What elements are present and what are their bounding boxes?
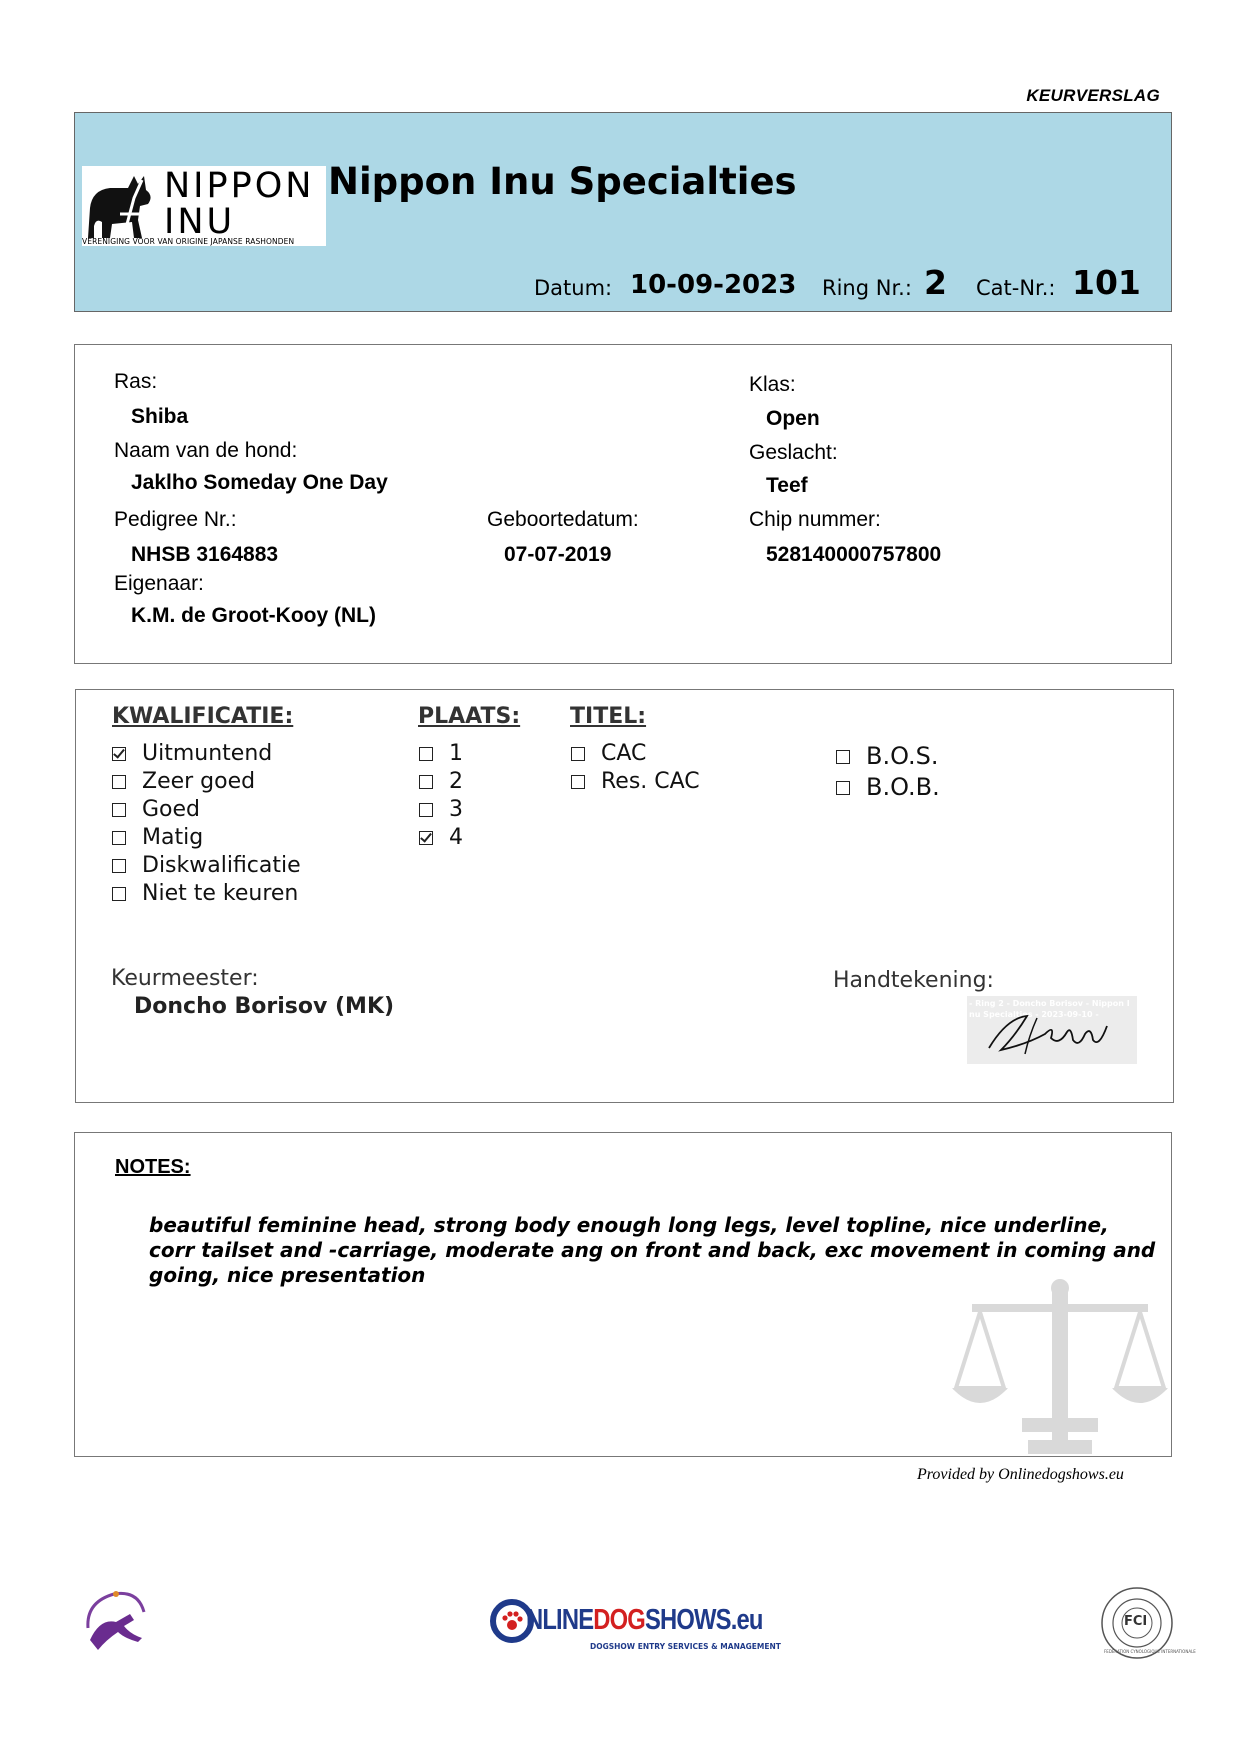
titel-option[interactable]	[571, 768, 700, 796]
leaping-dog-logo-icon	[80, 1588, 148, 1654]
signature	[967, 996, 1137, 1064]
klas-label: Klas:	[749, 373, 796, 396]
notes-text: beautiful feminine head, strong body enough long legs, level topline, nice underline, corr tailset and -carriage, moderate ang on front and back, exc movement in coming and going, nice presentation	[149, 1213, 1156, 1287]
option-label: CAC	[601, 741, 647, 766]
option-label: 2	[449, 769, 463, 794]
ras-value: Shiba	[131, 405, 189, 428]
datum-label: Datum:	[534, 276, 613, 300]
checkbox[interactable]	[112, 747, 126, 761]
option-label: Zeer goed	[142, 769, 256, 794]
option-label: Res. CAC	[601, 769, 700, 794]
option-label: 4	[449, 825, 463, 850]
kwalificatie-option[interactable]	[112, 824, 301, 852]
ring-value: 2	[924, 263, 947, 302]
option-label: Uitmuntend	[142, 741, 273, 766]
plaats-option[interactable]	[419, 824, 463, 852]
kwalificatie-option[interactable]	[112, 852, 301, 880]
option-label: Matig	[142, 825, 204, 850]
kwalificatie-option[interactable]	[112, 796, 301, 824]
signature-scribble-icon	[967, 996, 1137, 1064]
kwalificatie-heading: KWALIFICATIE:	[112, 704, 294, 729]
geslacht-label: Geslacht:	[749, 441, 838, 464]
document-type-label: KEURVERSLAG	[1026, 86, 1160, 105]
extra-option[interactable]	[836, 741, 940, 772]
scales-of-justice-icon	[952, 1278, 1172, 1456]
eigenaar-value: K.M. de Groot-Kooy (NL)	[131, 604, 376, 627]
titel-option[interactable]	[571, 740, 700, 768]
geboortedatum-label: Geboortedatum:	[487, 508, 639, 531]
logo-subtitle: VERENIGING VOOR VAN ORIGINE JAPANSE RASHONDEN	[82, 237, 295, 246]
cat-label: Cat-Nr.:	[976, 276, 1056, 300]
fci-text: FCI	[1124, 1614, 1148, 1629]
logo-wordmark-line2: INU	[164, 202, 236, 242]
option-label: 1	[449, 741, 463, 766]
signature-watermark: - Ring 2 - Doncho Borisov - Nippon Inu Specialties - 2023-09-10 -	[969, 999, 1130, 1019]
cat-value: 101	[1072, 263, 1141, 302]
plaats-heading: PLAATS:	[418, 704, 521, 729]
kwalificatie-option[interactable]	[112, 880, 301, 908]
chip-label: Chip nummer:	[749, 508, 881, 531]
option-label: Niet te keuren	[142, 881, 299, 906]
option-label: Goed	[142, 797, 201, 822]
notes-heading: NOTES:	[115, 1156, 191, 1178]
checkbox[interactable]	[571, 775, 585, 789]
naam-value: Jaklho Someday One Day	[131, 471, 388, 494]
ras-label: Ras:	[114, 370, 158, 393]
logo-wordmark-line1: NIPPON	[164, 166, 315, 206]
dog-silhouette-icon	[82, 168, 162, 240]
plaats-list	[419, 740, 463, 852]
plaats-option[interactable]	[419, 768, 463, 796]
checkbox[interactable]	[419, 747, 433, 761]
fci-ring-text: FEDERATION CYNOLOGIQUE INTERNATIONALE	[1104, 1649, 1196, 1654]
checkbox[interactable]	[571, 747, 585, 761]
plaats-option[interactable]	[419, 740, 463, 768]
extra-option[interactable]	[836, 772, 940, 803]
option-label: B.O.B.	[866, 773, 940, 801]
checkbox[interactable]	[419, 831, 433, 845]
checkbox[interactable]	[419, 803, 433, 817]
brand-part-online: NLINE	[526, 1604, 594, 1636]
checkbox[interactable]	[112, 859, 126, 873]
checkbox[interactable]	[836, 781, 850, 795]
geboortedatum-value: 07-07-2019	[504, 543, 612, 566]
pedigree-label: Pedigree Nr.:	[114, 508, 237, 531]
checkbox[interactable]	[112, 887, 126, 901]
onlinedogshows-logo	[490, 1598, 781, 1660]
keurmeester-label: Keurmeester:	[111, 966, 259, 991]
pedigree-value: NHSB 3164883	[131, 543, 279, 566]
geslacht-value: Teef	[766, 474, 808, 497]
checkbox[interactable]	[419, 775, 433, 789]
brand-tagline: DOGSHOW ENTRY SERVICES & MANAGEMENT	[590, 1642, 781, 1651]
fci-logo	[1099, 1585, 1196, 1661]
option-label: 3	[449, 797, 463, 822]
brand-wordmark	[526, 1604, 763, 1637]
ring-label: Ring Nr.:	[822, 276, 912, 300]
kwalificatie-list	[112, 740, 301, 908]
provided-by: Provided by Onlinedogshows.eu	[917, 1466, 1124, 1483]
checkbox[interactable]	[112, 803, 126, 817]
datum-value: 10-09-2023	[630, 270, 797, 300]
brand-part-shows: SHOWS	[644, 1604, 731, 1636]
titel-heading: TITEL:	[570, 704, 647, 729]
eigenaar-label: Eigenaar:	[114, 572, 204, 595]
checkbox[interactable]	[836, 750, 850, 764]
club-logo	[82, 166, 326, 246]
klas-value: Open	[766, 407, 820, 430]
titel-list	[571, 740, 700, 796]
handtekening-label: Handtekening:	[833, 968, 994, 993]
kwalificatie-option[interactable]	[112, 740, 301, 768]
keurmeester-value: Doncho Borisov (MK)	[134, 994, 395, 1019]
brand-part-eu: .eu	[730, 1604, 763, 1636]
extra-title-list	[836, 741, 940, 803]
naam-label: Naam van de hond:	[114, 439, 298, 462]
option-label: Diskwalificatie	[142, 853, 301, 878]
checkbox[interactable]	[112, 831, 126, 845]
checkbox[interactable]	[112, 775, 126, 789]
plaats-option[interactable]	[419, 796, 463, 824]
option-label: B.O.S.	[866, 742, 939, 770]
kwalificatie-option[interactable]	[112, 768, 301, 796]
brand-part-dog: DOG	[593, 1604, 645, 1636]
event-title: Nippon Inu Specialties	[328, 160, 797, 203]
chip-value: 528140000757800	[766, 543, 942, 566]
